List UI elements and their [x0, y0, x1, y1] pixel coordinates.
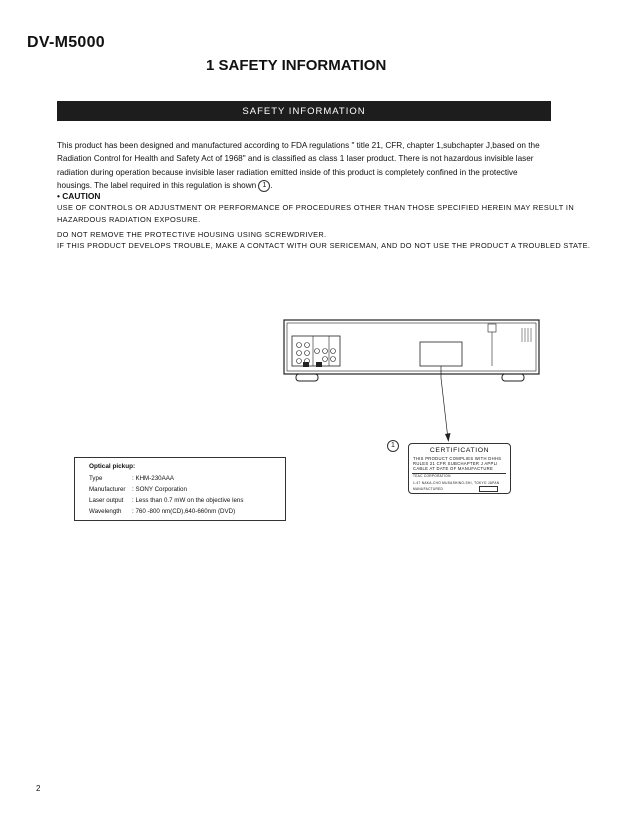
label-reference-marker: 1: [258, 180, 270, 192]
intro-paragraph: [57, 139, 557, 193]
optical-pickup-heading: Optical pickup:: [89, 463, 136, 470]
pickup-row: [89, 508, 235, 515]
certification-label: [408, 443, 511, 494]
certification-line: CABLE AT DATE OF MANUFACTURE: [413, 466, 494, 471]
certification-title: CERTIFICATION: [429, 447, 490, 454]
pickup-row-key: Manufacturer: [89, 486, 126, 493]
pickup-row: [89, 497, 243, 504]
caution-line: DO NOT REMOVE THE PROTECTIVE HOUSING USING SCREWDRIVER.: [57, 230, 327, 239]
caution-line: IF THIS PRODUCT DEVELOPS TROUBLE, MAKE A CONTACT WITH OUR SERICEMAN, AND DO NOT USE THE PRODUCT A TROUBLED STATE.: [57, 241, 591, 250]
pickup-row-value: : 760 -800 nm(CD),640-660nm (DVD): [132, 508, 236, 515]
pickup-row: [89, 475, 174, 482]
manufacture-date-box: [479, 486, 498, 492]
pickup-row-key: Type: [89, 475, 103, 482]
label-area: [420, 342, 462, 366]
page-number: 2: [36, 784, 41, 793]
caution-heading: • CAUTION: [57, 191, 101, 201]
power-cord-inlet: [488, 324, 496, 332]
caution-line: USE OF CONTROLS OR ADJUSTMENT OR PERFORMANCE OF PROCEDURES OTHER THAN THOSE SPECIFIED HEREIN MAY RESULT IN: [57, 203, 575, 212]
section-banner: [57, 101, 551, 121]
intro-line: This product has been designed and manufactured according to FDA regulations " title 21, CFR, chapter 1,subchapter J,based on the: [57, 141, 540, 150]
pickup-row-value: : KHM-230AAA: [132, 475, 174, 482]
pickup-row-key: Wavelength: [89, 508, 122, 515]
section-banner-label: SAFETY INFORMATION: [242, 105, 366, 117]
intro-period: .: [270, 181, 273, 191]
certification-small-line: TEAC CORPORATION: [413, 474, 451, 478]
optical-pickup-box: [74, 457, 286, 521]
certification-line: THIS PRODUCT COMPLIES WITH DHHS: [413, 456, 502, 461]
pickup-row-value: : Less than 0.7 mW on the objective lens: [132, 497, 244, 504]
certification-callout-number: 1: [387, 440, 399, 452]
pickup-row: [89, 486, 187, 493]
intro-line: housings. The label required in this regulation is shown: [57, 181, 257, 191]
certification-small-line: MANUFACTURED: [413, 487, 444, 491]
certification-line: RULES 21 CFR SUBCHAPTER J APPLI: [413, 461, 498, 466]
leader-arrowhead: [445, 433, 451, 442]
model-name: DV-M5000: [27, 34, 105, 51]
section-title: 1 SAFETY INFORMATION: [206, 57, 387, 74]
right-foot: [502, 374, 524, 381]
intro-line: radiation during operation because invisible laser radiation emitted inside of this product is completely confined in the protective: [57, 167, 518, 177]
intro-line: Radiation Control for Health and Safety Act of 1968" and is classified as class 1 laser product. There is not hazardous invisible laser: [57, 154, 534, 164]
caution-line: HAZARDOUS RADIATION EXPOSURE.: [57, 215, 201, 224]
pickup-row-key: Laser output: [89, 497, 124, 504]
left-foot: [296, 374, 318, 381]
certification-small-line: 1-47 NAKA-CHO MUSASHINO-SHI, TOKYO JAPAN: [413, 481, 500, 485]
pickup-row-value: : SONY Corporation: [132, 486, 187, 493]
